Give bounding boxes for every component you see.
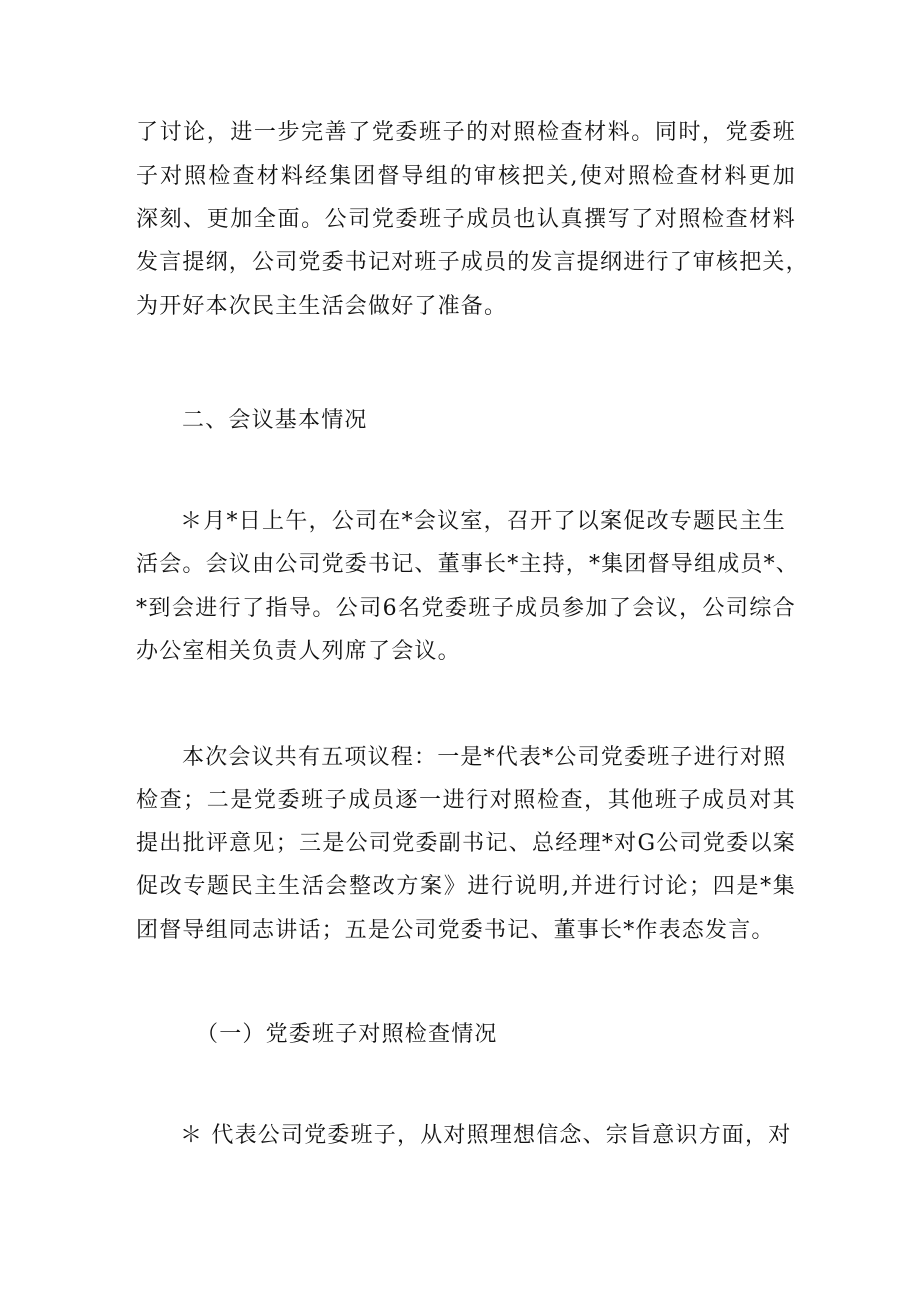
paragraph-line: 发言提纲，公司党委书记对班子成员的发言提纲进行了审核把关，: [136, 250, 809, 275]
subsection-heading: （一）党委班子对照检查情况: [196, 1022, 498, 1047]
paragraph-line: 办公室相关负责人列席了会议。: [136, 639, 461, 664]
paragraph-line: 提出批评意见；三是公司党委副书记、总经理*对G公司党委以案: [136, 831, 796, 856]
paragraph-line: 促改专题民主生活会整改方案》进行说明,并进行讨论；四是*集: [136, 874, 796, 899]
paragraph-line: 团督导组同志讲话；五是公司党委书记、董事长*作表态发言。: [136, 918, 775, 943]
section-heading: 二、会议基本情况: [182, 408, 368, 433]
paragraph-line: 活会。会议由公司党委书记、董事长*主持，*集团督导组成员*、: [136, 552, 800, 577]
paragraph-line: 了讨论，进一步完善了党委班子的对照检查材料。同时，党委班: [136, 120, 796, 145]
paragraph-line: 检查；二是党委班子成员逐一进行对照检查，其他班子成员对其: [136, 788, 796, 813]
paragraph-line: 子对照检查材料经集团督导组的审核把关,使对照检查材料更加: [136, 164, 796, 189]
paragraph-line: ＊ 代表公司党委班子，从对照理想信念、宗旨意识方面，对: [180, 1123, 792, 1148]
paragraph-line: *到会进行了指导。公司6名党委班子成员参加了会议，公司综合: [136, 596, 796, 621]
paragraph-line: 深刻、更加全面。公司党委班子成员也认真撰写了对照检查材料: [136, 207, 796, 232]
paragraph-line: 本次会议共有五项议程：一是*代表*公司党委班子进行对照: [182, 745, 787, 770]
paragraph-line: 为开好本次民主生活会做好了准备。: [136, 294, 508, 319]
paragraph-line: ＊月*日上午，公司在*会议室，召开了以案促改专题民主生: [180, 509, 786, 534]
